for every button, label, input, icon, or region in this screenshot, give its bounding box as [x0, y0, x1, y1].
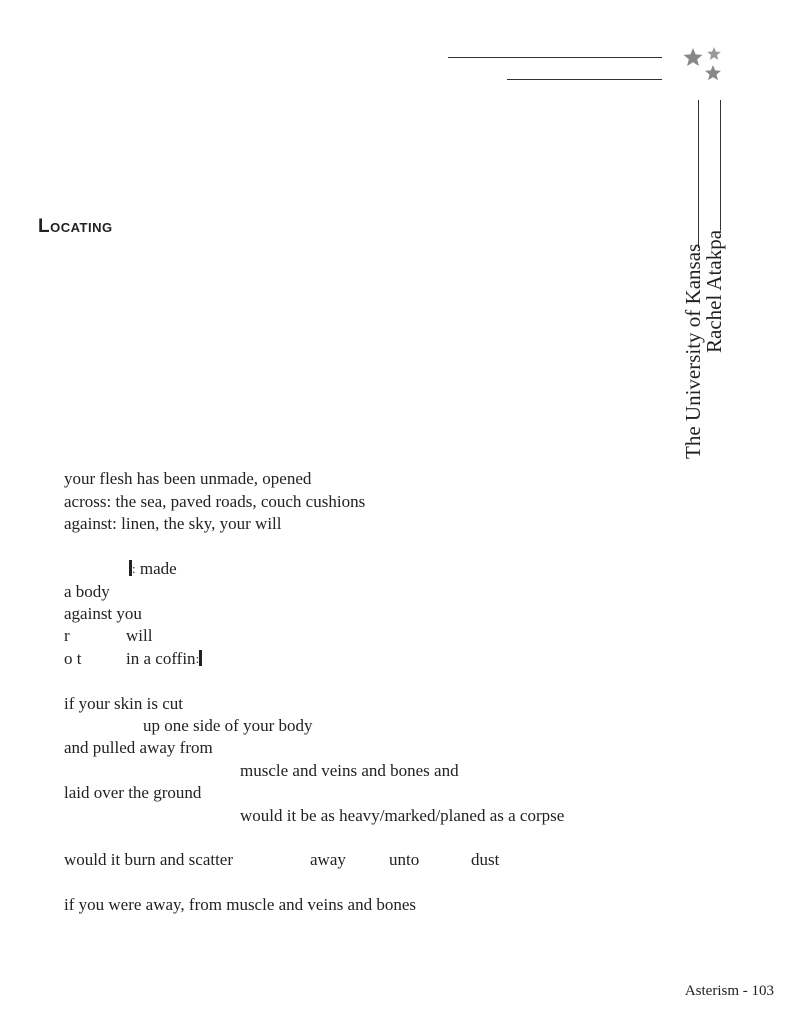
- poem-line-made: [129, 558, 177, 581]
- poem-line: across: the sea, paved roads, couch cushions: [64, 492, 366, 511]
- institution-label: The University of Kansas: [681, 243, 705, 459]
- poem-line: laid over the ground: [64, 783, 202, 802]
- poem-line: made: [139, 559, 177, 578]
- poem-line-coffin: [126, 648, 202, 671]
- header-rule-bottom: [507, 79, 662, 80]
- poem-line: a body: [64, 582, 110, 601]
- poem-line: r: [64, 626, 70, 645]
- poem-line: and pulled away from: [64, 738, 213, 757]
- asterism-stars-icon: [680, 44, 726, 86]
- poem-line: up one side of your body: [143, 716, 313, 735]
- poem-line: if you were away, from muscle and veins and bones: [64, 895, 417, 914]
- poem-line: if your skin is cut: [64, 694, 183, 713]
- poem-line: against: linen, the sky, your will: [64, 514, 282, 533]
- vertical-rule-institution: [698, 100, 699, 248]
- author-label: Rachel Atakpa: [702, 229, 726, 353]
- poem-line: against you: [64, 604, 142, 623]
- colon-mark: :: [195, 651, 200, 666]
- page-number: Asterism - 103: [684, 983, 774, 999]
- header-rule-top: [448, 57, 662, 58]
- poem-line: dust: [471, 850, 500, 869]
- poem-title: Locating: [38, 216, 113, 237]
- poem-line: unto: [389, 850, 420, 869]
- bar-mark-right: [199, 650, 202, 666]
- poem-line: away: [310, 850, 346, 869]
- vertical-rule-author: [720, 100, 721, 230]
- poem-line: will: [126, 626, 153, 645]
- poem-line: your flesh has been unmade, opened: [64, 469, 312, 488]
- poem-line: would it burn and scatter: [64, 850, 234, 869]
- poem-line: would it be as heavy/marked/planed as a corpse: [240, 806, 565, 825]
- poem-line: muscle and veins and bones and: [240, 761, 459, 780]
- poem-line: in a coffin: [126, 649, 196, 668]
- colon-mark: :: [132, 561, 136, 576]
- poem-line: o t: [64, 649, 82, 668]
